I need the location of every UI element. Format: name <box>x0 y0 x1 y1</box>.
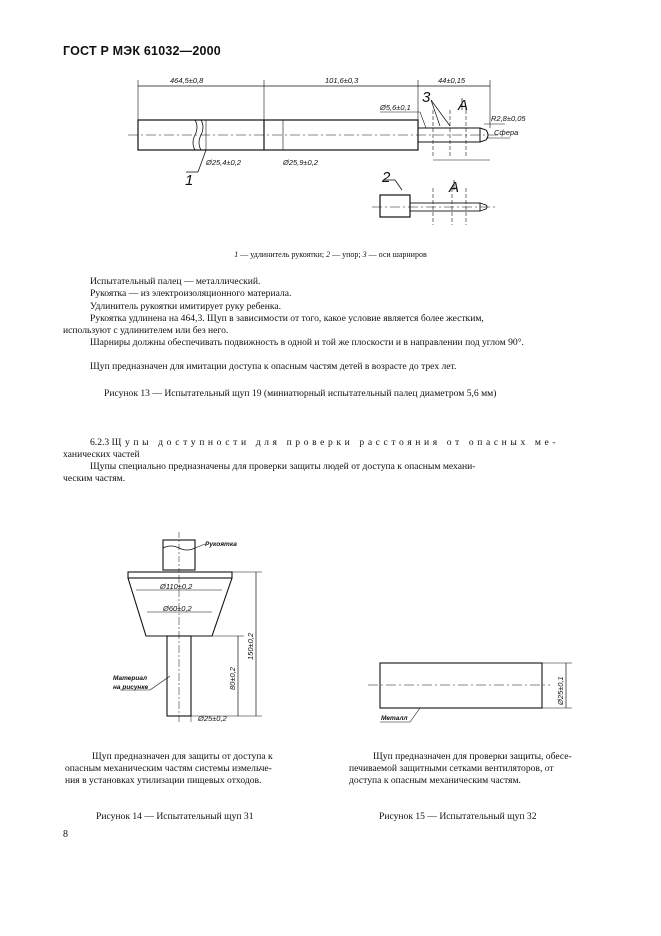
figure-15-description: Щуп предназначен для проверки защиты, обесе- печиваемой защитными сетками вентиляторов, от доступа к опасным механическим частям. <box>349 751 572 786</box>
fig14-dim-h80: 80±0,2 <box>228 667 237 690</box>
fig14-dim-h150: 150±0,2 <box>246 632 255 660</box>
figure-15-caption: Рисунок 15 — Испытательный щуп 32 <box>379 811 537 822</box>
note-line: Испытательный палец — металлический. <box>90 276 261 287</box>
section-body-cont: ческим частям. <box>63 473 126 484</box>
fig13-callout-3: 3 <box>422 89 431 106</box>
fig13-dim-tip-diameter: Ø5,6±0,1 <box>380 103 411 112</box>
fig13-dim-d2: Ø25,9±0,2 <box>283 158 318 167</box>
fig13-view-a: A <box>458 97 469 114</box>
note-line: Удлинитель рукоятки имитирует руку ребенка. <box>90 300 282 312</box>
fig13-callout-2: 2 <box>382 169 391 186</box>
note-line-wrap: используют с удлинителем или без него. <box>63 325 229 336</box>
fig14-label-material: Материал <box>113 675 148 682</box>
figure-13-caption: Рисунок 13 — Испытательный щуп 19 (миниатюрный испытательный палец диаметром 5,6 мм) <box>104 388 497 399</box>
fig14-dim-d60: Ø60±0,2 <box>163 604 192 613</box>
fig13-callout-1: 1 <box>185 172 194 189</box>
note-line: Рукоятка удлинена на 464,3. Щуп в зависимости от того, какое условие является более жестким, <box>90 313 484 325</box>
fig14-dim-d25: Ø25±0,2 <box>198 714 227 723</box>
note-line: Рукоятка — из электроизоляционного материала. <box>90 288 292 300</box>
fig13-view-a-lower: A <box>449 179 460 196</box>
fig13-dim-length3: 44±0,15 <box>438 76 466 85</box>
note-line: Щуп предназначен для имитации доступа к опасным частям детей в возрасте до трех лет. <box>90 361 457 372</box>
fig15-dim-d25: Ø25±0,1 <box>556 676 565 705</box>
fig13-dim-length1: 464,5±0,8 <box>170 76 204 85</box>
fig13-dim-length2: 101,6±0,3 <box>325 76 359 85</box>
section-heading: 6.2.3 Щупы доступности для проверки расстояния от опасных ме- <box>90 437 560 448</box>
note-line: Шарниры должны обеспечивать подвижность в одной и той же плоскости и в направлении под углом 90°. <box>90 337 524 348</box>
fig13-dim-d1: Ø25,4±0,2 <box>206 158 241 167</box>
section-heading-cont: ханических частей <box>63 449 140 460</box>
figure-14-caption: Рисунок 14 — Испытательный щуп 31 <box>96 811 254 822</box>
page-number: 8 <box>63 829 68 840</box>
figure-13-legend: 1 — удлинитель рукоятки; 2 — упор; 3 — оси шарниров <box>234 250 427 259</box>
document-header: ГОСТ Р МЭК 61032—2000 <box>63 44 221 58</box>
figure-14-description: Щуп предназначен для защиты от доступа к опасным механическим частям системы измельче- ния в установках утилизации пищевых отходов. <box>65 751 273 786</box>
fig14-label-handle: Рукоятка <box>205 541 237 548</box>
fig13-dim-radius: R2,8±0,05 <box>491 114 526 123</box>
fig15-label-metal: Металл <box>381 715 408 722</box>
section-body: Щупы специально предназначены для проверки защиты людей от доступа к опасным механи- <box>90 461 476 472</box>
fig14-label-material2: на рисунке <box>113 684 149 691</box>
fig13-dim-sphere: Сфера <box>494 128 519 137</box>
fig14-dim-d110: Ø110±0,2 <box>160 582 193 591</box>
